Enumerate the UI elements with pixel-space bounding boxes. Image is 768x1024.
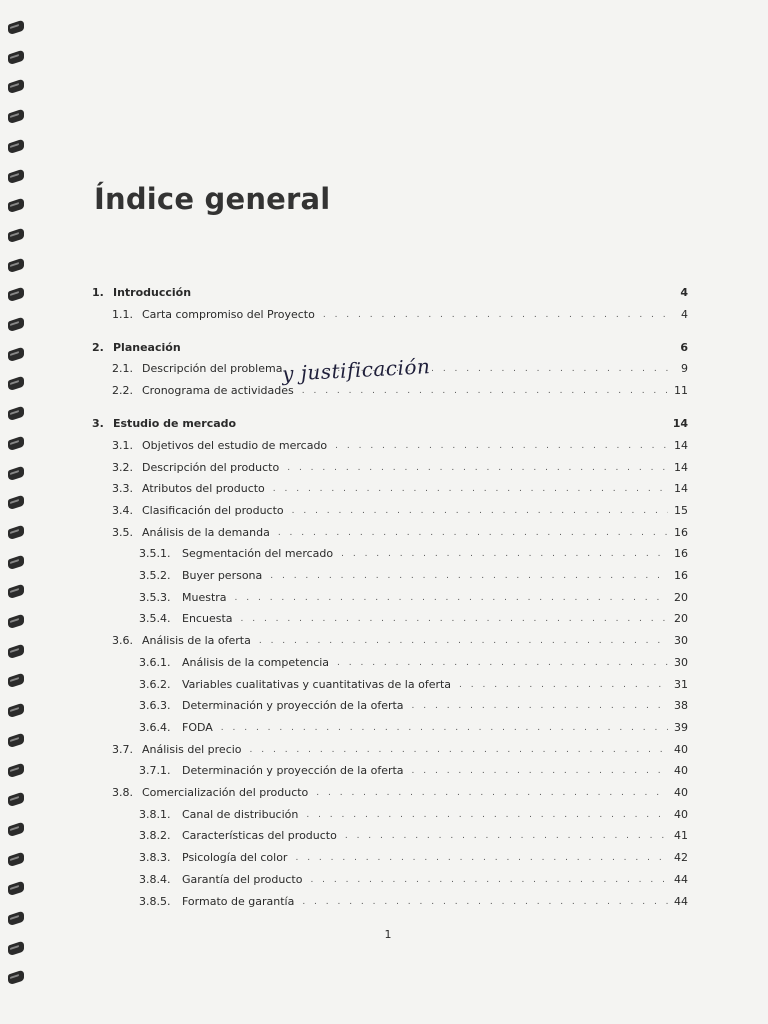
spiral-ring [8,732,24,748]
toc-entry-number: 1. [92,286,104,299]
toc-entry-label: Planeación [113,340,181,354]
spiral-ring [8,376,24,392]
toc-entry-page: 11 [674,384,688,398]
toc-entry[interactable] [92,760,688,778]
toc-entry-page: 20 [674,612,688,626]
toc-entry-label: Introducción [113,286,192,299]
toc-leader-dots [341,547,668,561]
toc-entry-page: 14 [674,482,688,496]
toc-entry[interactable] [92,413,688,431]
toc-entry-page: 30 [674,655,688,669]
toc-entry-page: 16 [674,525,688,539]
spiral-ring [8,198,24,214]
spiral-ring [8,79,24,95]
toc-leader-dots [310,873,668,887]
toc-leader-dots [302,384,668,398]
toc-entry-page: 6 [680,340,688,354]
toc-entry-number: 3.6.4. [139,720,171,734]
toc-leader-dots [306,808,668,822]
toc-entry-label: Objetivos del estudio de mercado [142,438,328,452]
spiral-ring [8,227,24,243]
toc-leader-dots [270,569,668,583]
toc-entry-number: 3.7.1. [139,764,171,778]
toc-entry-page: 40 [674,807,688,821]
toc-entry-number: 3.5.3. [139,590,171,604]
toc-entry-label: Garantía del producto [182,872,303,886]
toc-leader-dots [412,699,668,713]
spiral-ring [8,435,24,451]
spiral-ring [8,792,24,808]
toc-leader-dots [250,743,668,757]
toc-entry-number: 3.6.1. [139,655,171,669]
toc-entry-number: 3.6.2. [139,677,171,691]
toc-entry[interactable] [92,282,688,300]
toc-entry-page: 9 [681,362,688,376]
toc-entry-number: 3.3. [112,482,133,496]
toc-entry[interactable] [92,825,688,843]
toc-entry-number: 3.8.2. [139,829,171,843]
toc-entry-label: Análisis del precio [142,742,242,756]
toc-entry-page: 44 [674,894,688,908]
spiral-ring [8,49,24,65]
toc-entry-number: 3.5.2. [139,569,171,582]
toc-leader-dots [345,829,668,843]
toc-entry[interactable] [92,543,688,561]
toc-entry-label: Atributos del producto [142,482,265,496]
toc-entry[interactable] [92,380,688,398]
toc-leader-dots [295,851,668,865]
toc-entry[interactable] [92,847,688,865]
toc-leader-dots [412,764,668,778]
page-title: Índice general [94,182,331,216]
toc-entry-number: 3.2. [112,460,133,474]
toc-entry[interactable] [92,695,688,713]
spiral-ring [8,554,24,570]
toc-entry-label: Canal de distribución [182,807,299,821]
spiral-ring [8,346,24,362]
toc-entry-label: Formato de garantía [182,894,295,908]
spiral-ring [8,910,24,926]
toc-entry[interactable] [92,457,688,475]
toc-entry-page: 15 [674,503,688,517]
spiral-ring [8,821,24,837]
toc-entry-label: Descripción del problema [142,362,283,376]
toc-leader-dots [287,461,668,475]
toc-entry-page: 31 [674,677,688,691]
toc-entry-number: 3.8.5. [139,894,171,908]
toc-entry-page: 44 [674,872,688,886]
toc-entry-number: 2.1. [112,362,133,376]
toc-entry-number: 3.8.1. [139,807,171,821]
toc-entry[interactable] [92,891,688,909]
spiral-ring [8,673,24,689]
spiral-ring [8,881,24,897]
toc-entry-label: Análisis de la oferta [142,634,251,648]
toc-entry-page: 39 [674,720,688,734]
toc-entry[interactable] [92,782,688,800]
spiral-ring [8,851,24,867]
toc-entry-page: 20 [674,590,688,604]
toc-entry-number: 3.4. [112,503,133,517]
toc-entry-label: Clasificación del producto [142,503,284,517]
toc-entry-page: 4 [681,307,688,321]
toc-entry[interactable] [92,608,688,626]
spiral-ring [8,613,24,629]
handwritten-annotation: y justificación [281,354,431,386]
toc-entry[interactable] [92,739,688,757]
toc-entry[interactable] [92,500,688,518]
toc-leader-dots [278,526,668,540]
spiral-ring [8,108,24,124]
toc-entry[interactable] [92,565,688,583]
spiral-ring [8,257,24,273]
spiral-ring [8,138,24,154]
toc-entry-label: Características del producto [182,829,337,843]
toc-leader-dots [259,634,668,648]
toc-entry-number: 2. [92,340,104,354]
toc-entry-label: Comercialización del producto [142,786,309,799]
spiral-ring [8,584,24,600]
toc-entry-page: 14 [672,417,688,431]
toc-entry-number: 3.5.4. [139,612,171,626]
toc-entry-page: 40 [674,764,688,778]
toc-entry[interactable] [92,674,688,692]
spiral-ring [8,495,24,511]
toc-entry-page: 38 [674,699,688,713]
toc-leader-dots [292,504,668,518]
toc-entry-label: Cronograma de actividades [142,384,294,398]
toc-entry-label: Variables cualitativas y cuantitativas de la oferta [182,677,452,691]
toc-entry-number: 3.8.4. [139,872,171,886]
toc-entry-label: FODA [182,720,213,734]
toc-entry-page: 40 [674,742,688,756]
toc-entry[interactable] [92,304,688,322]
toc-entry-label: Encuesta [182,612,233,626]
toc-entry[interactable] [92,478,688,496]
toc-entry[interactable] [92,587,688,605]
toc-entry-label: Determinación y proyección de la oferta [182,699,404,713]
spiral-ring [8,405,24,421]
toc-entry-number: 3.6. [112,634,133,648]
toc-entry-label: Muestra [182,590,227,604]
toc-entry-label: Determinación y proyección de la oferta [182,764,404,778]
toc-leader-dots [302,895,668,909]
toc-leader-dots [459,678,668,692]
toc-entry-number: 3.6.3. [139,699,171,713]
toc-entry-number: 3.8.3. [139,851,171,865]
toc-entry-label: Buyer persona [182,569,263,582]
toc-entry-number: 3. [92,417,104,431]
toc-entry-number: 3.5. [112,525,133,539]
toc-leader-dots [316,786,668,800]
toc-entry[interactable] [92,630,688,648]
toc-entry-page: 42 [674,851,688,865]
toc-entry-label: Descripción del producto [142,460,280,474]
toc-entry[interactable] [92,337,688,355]
toc-entry-number: 3.8. [112,786,133,799]
toc-entry-page: 41 [674,829,688,843]
toc-entry-number: 2.2. [112,384,133,398]
spiral-ring [8,970,24,986]
toc-entry-page: 16 [674,569,688,582]
spiral-ring [8,762,24,778]
page-number: 1 [384,928,392,941]
spiral-ring [8,702,24,718]
toc-leader-dots [323,308,668,322]
toc-entry[interactable] [92,804,688,822]
toc-entry-number: 1.1. [112,307,133,321]
toc-entry-label: Carta compromiso del Proyecto [142,307,315,321]
toc-entry-label: Psicología del color [182,851,288,865]
spiral-ring [8,168,24,184]
spiral-ring [8,940,24,956]
toc-entry[interactable] [92,652,688,670]
toc-entry-number: 3.7. [112,742,133,756]
toc-entry[interactable] [92,522,688,540]
toc-entry-number: 3.1. [112,438,133,452]
toc-leader-dots [235,591,668,605]
toc-leader-dots [273,482,668,496]
toc-leader-dots [241,612,669,626]
toc-entry-label: Análisis de la demanda [142,525,270,539]
toc-entry[interactable] [92,717,688,735]
spiral-ring [8,465,24,481]
toc-entry-label: Segmentación del mercado [182,547,334,561]
toc-entry-page: 14 [674,438,688,452]
toc-entry[interactable] [92,869,688,887]
toc-entry-page: 14 [674,460,688,474]
toc-leader-dots [221,721,668,735]
toc-entry-page: 16 [674,547,688,561]
spiral-ring [8,19,24,35]
spiral-ring [8,643,24,659]
toc-entry-page: 4 [680,286,688,299]
toc-entry-page: 30 [674,634,688,648]
toc-leader-dots [337,656,668,670]
toc-leader-dots [335,439,668,453]
spiral-ring [8,316,24,332]
spiral-ring [8,287,24,303]
toc-entry-label: Análisis de la competencia [182,655,330,669]
toc-entry-label: Estudio de mercado [113,417,237,431]
toc-entry-number: 3.5.1. [139,547,171,561]
toc-entry[interactable] [92,435,688,453]
spiral-ring [8,524,24,540]
toc-entry-page: 40 [674,786,688,799]
